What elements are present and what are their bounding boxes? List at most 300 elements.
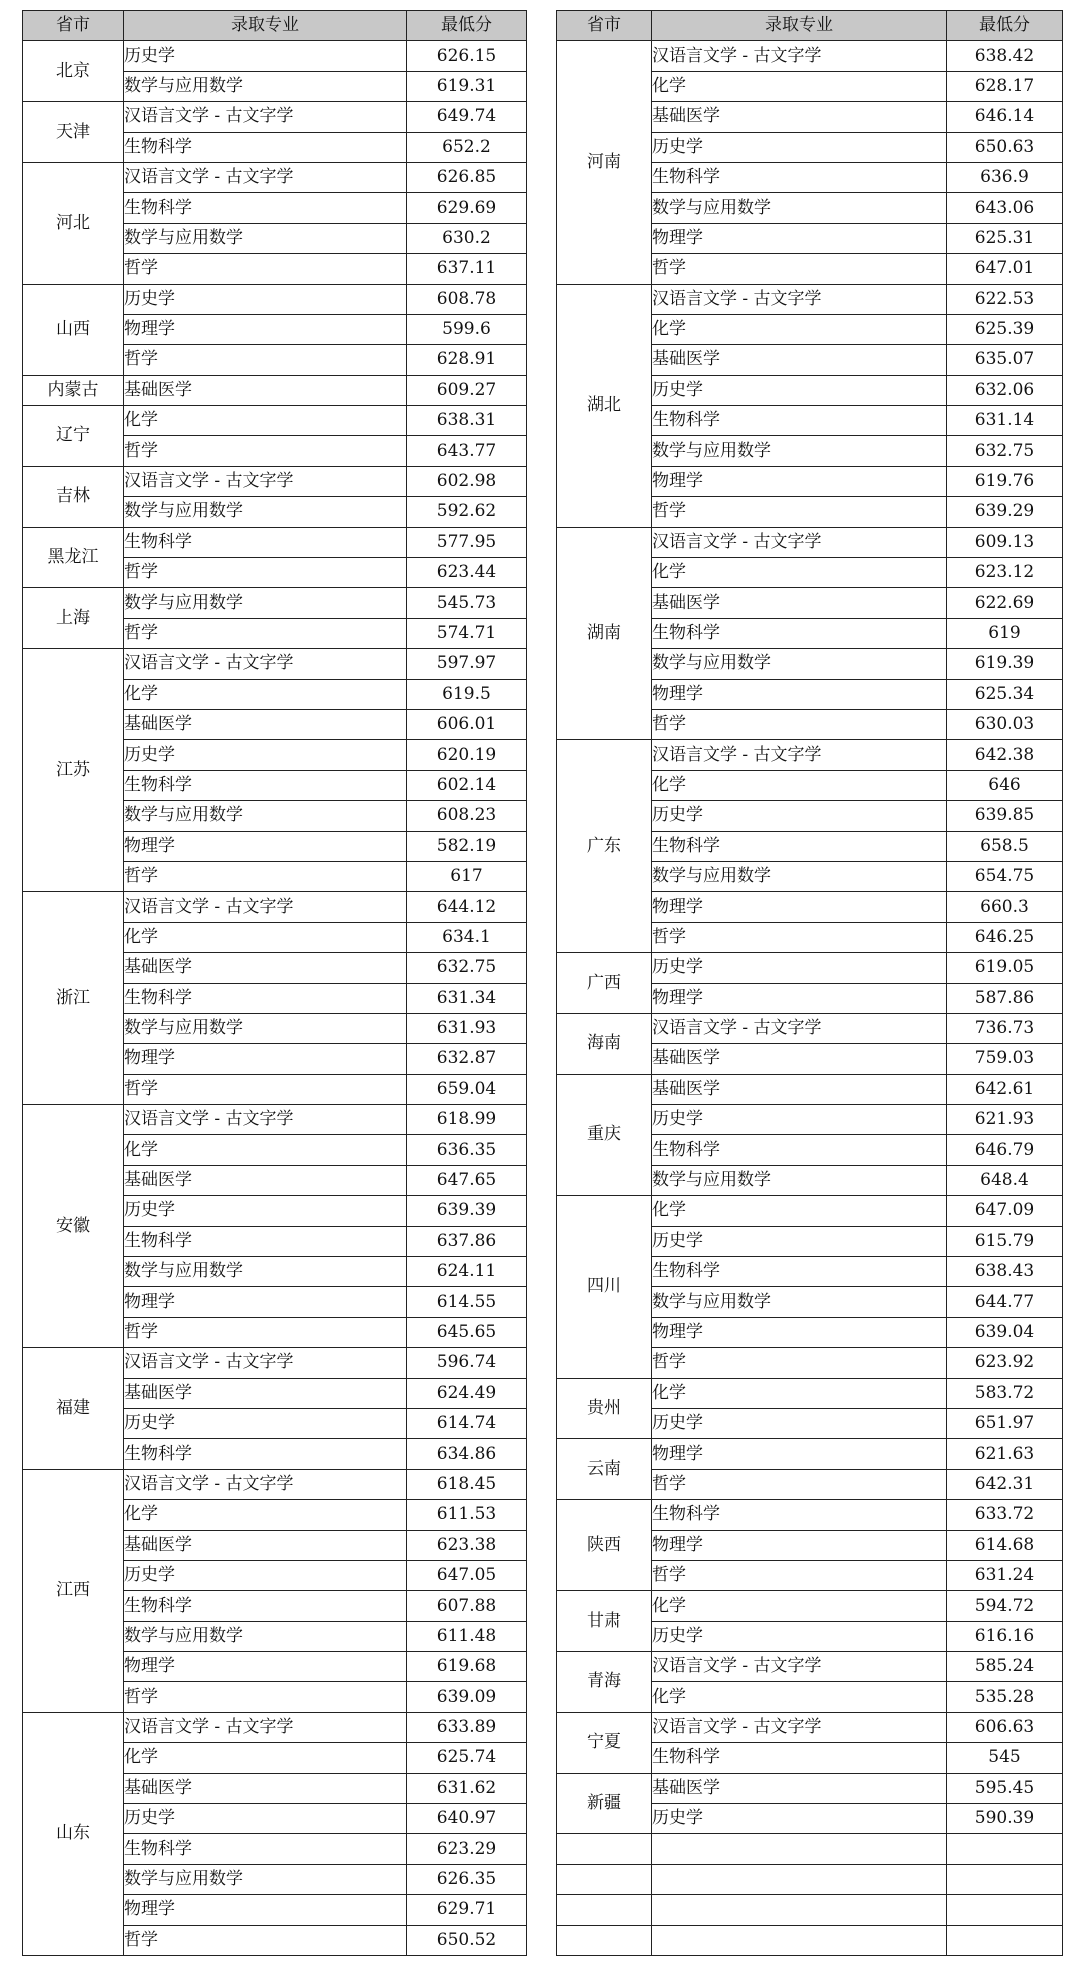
score-cell: 644.77 [947, 1287, 1063, 1317]
major-cell: 生物科学 [652, 1743, 947, 1773]
major-cell: 物理学 [652, 1317, 947, 1347]
major-cell: 哲学 [652, 1348, 947, 1378]
major-cell: 数学与应用数学 [124, 1864, 407, 1894]
major-cell: 生物科学 [652, 406, 947, 436]
major-cell: 物理学 [124, 1044, 407, 1074]
major-cell: 基础医学 [124, 709, 407, 739]
major-cell: 历史学 [652, 1226, 947, 1256]
province-cell: 四川 [557, 1196, 652, 1378]
score-cell: 626.35 [407, 1864, 527, 1894]
province-cell: 重庆 [557, 1074, 652, 1196]
score-cell: 597.97 [407, 649, 527, 679]
score-cell: 630.2 [407, 223, 527, 253]
score-cell: 619.31 [407, 71, 527, 101]
major-cell: 哲学 [124, 1317, 407, 1347]
admission-table-left [22, 10, 527, 1956]
major-cell: 化学 [124, 406, 407, 436]
major-cell: 历史学 [124, 284, 407, 314]
score-cell: 602.14 [407, 770, 527, 800]
major-cell: 历史学 [124, 41, 407, 71]
major-cell: 化学 [124, 922, 407, 952]
major-cell: 数学与应用数学 [652, 1287, 947, 1317]
major-cell: 物理学 [652, 1439, 947, 1469]
major-cell: 哲学 [124, 1074, 407, 1104]
score-cell: 614.74 [407, 1408, 527, 1438]
major-cell: 汉语言文学 - 古文字学 [652, 1712, 947, 1742]
major-cell: 生物科学 [124, 770, 407, 800]
major-cell: 汉语言文学 - 古文字学 [652, 284, 947, 314]
major-cell: 基础医学 [652, 588, 947, 618]
major-cell: 汉语言文学 - 古文字学 [652, 527, 947, 557]
major-cell: 化学 [652, 558, 947, 588]
major-cell: 哲学 [652, 1560, 947, 1590]
major-cell: 化学 [652, 1196, 947, 1226]
score-cell: 660.3 [947, 892, 1063, 922]
major-cell: 基础医学 [124, 1378, 407, 1408]
header-row [557, 11, 1063, 41]
major-cell: 基础医学 [124, 1165, 407, 1195]
table-row [557, 1712, 1063, 1742]
score-cell: 651.97 [947, 1408, 1063, 1438]
province-cell: 贵州 [557, 1378, 652, 1439]
major-cell: 生物科学 [652, 831, 947, 861]
major-cell: 生物科学 [652, 1257, 947, 1287]
major-cell: 基础医学 [124, 953, 407, 983]
score-cell: 648.4 [947, 1165, 1063, 1195]
score-cell: 590.39 [947, 1804, 1063, 1834]
table-row [23, 588, 527, 618]
major-cell: 物理学 [124, 1652, 407, 1682]
major-cell: 基础医学 [124, 375, 407, 405]
major-cell: 历史学 [124, 740, 407, 770]
province-cell: 陕西 [557, 1500, 652, 1591]
score-cell: 631.34 [407, 983, 527, 1013]
score-cell: 587.86 [947, 983, 1063, 1013]
score-cell: 608.23 [407, 801, 527, 831]
major-cell: 生物科学 [652, 162, 947, 192]
score-cell: 625.74 [407, 1743, 527, 1773]
score-cell: 619.5 [407, 679, 527, 709]
major-cell: 历史学 [124, 1196, 407, 1226]
header-province: 省市 [23, 11, 124, 41]
table-row [557, 1439, 1063, 1469]
major-cell: 哲学 [652, 1469, 947, 1499]
score-cell: 649.74 [407, 102, 527, 132]
score-cell: 642.61 [947, 1074, 1063, 1104]
empty-cell [557, 1834, 652, 1864]
table-row [557, 527, 1063, 557]
major-cell: 数学与应用数学 [652, 436, 947, 466]
major-cell: 基础医学 [652, 1044, 947, 1074]
major-cell: 哲学 [124, 345, 407, 375]
admission-table-right [556, 10, 1063, 1956]
major-cell: 数学与应用数学 [124, 801, 407, 831]
score-cell: 608.78 [407, 284, 527, 314]
major-cell: 物理学 [124, 831, 407, 861]
score-cell: 632.75 [947, 436, 1063, 466]
score-cell: 577.95 [407, 527, 527, 557]
table-row [23, 1348, 527, 1378]
score-cell: 582.19 [407, 831, 527, 861]
header-score: 最低分 [947, 11, 1063, 41]
province-cell: 甘肃 [557, 1591, 652, 1652]
major-cell: 历史学 [124, 1804, 407, 1834]
score-cell: 646.14 [947, 102, 1063, 132]
empty-cell [652, 1895, 947, 1925]
score-cell: 628.91 [407, 345, 527, 375]
major-cell: 数学与应用数学 [124, 71, 407, 101]
major-cell: 生物科学 [124, 983, 407, 1013]
major-cell: 基础医学 [652, 102, 947, 132]
score-cell: 618.99 [407, 1105, 527, 1135]
province-cell: 新疆 [557, 1773, 652, 1834]
major-cell: 数学与应用数学 [124, 588, 407, 618]
major-cell: 生物科学 [124, 132, 407, 162]
major-cell: 物理学 [124, 1287, 407, 1317]
table-row [23, 375, 527, 405]
score-cell: 626.15 [407, 41, 527, 71]
score-cell: 644.12 [407, 892, 527, 922]
major-cell: 基础医学 [652, 1773, 947, 1803]
major-cell: 物理学 [652, 983, 947, 1013]
score-cell: 638.31 [407, 406, 527, 436]
major-cell: 生物科学 [124, 1439, 407, 1469]
score-cell: 623.38 [407, 1530, 527, 1560]
score-cell: 638.42 [947, 41, 1063, 71]
table-row [557, 1591, 1063, 1621]
table-row [557, 740, 1063, 770]
major-cell: 历史学 [652, 1804, 947, 1834]
major-cell: 生物科学 [652, 618, 947, 648]
score-cell: 619.76 [947, 466, 1063, 496]
score-cell: 638.43 [947, 1257, 1063, 1287]
major-cell: 汉语言文学 - 古文字学 [124, 102, 407, 132]
header-score: 最低分 [407, 11, 527, 41]
score-cell: 635.07 [947, 345, 1063, 375]
major-cell: 物理学 [652, 223, 947, 253]
major-cell: 数学与应用数学 [124, 497, 407, 527]
empty-cell [947, 1895, 1063, 1925]
score-cell: 621.63 [947, 1439, 1063, 1469]
major-cell: 物理学 [652, 892, 947, 922]
major-cell: 物理学 [652, 679, 947, 709]
score-cell: 643.77 [407, 436, 527, 466]
table-row [23, 102, 527, 132]
table-row [23, 466, 527, 496]
score-cell: 583.72 [947, 1378, 1063, 1408]
major-cell: 历史学 [652, 953, 947, 983]
province-cell: 江苏 [23, 649, 124, 892]
table-row [557, 1773, 1063, 1803]
score-cell: 636.9 [947, 162, 1063, 192]
table-row [557, 1013, 1063, 1043]
province-cell: 辽宁 [23, 406, 124, 467]
major-cell: 化学 [652, 71, 947, 101]
major-cell: 汉语言文学 - 古文字学 [124, 649, 407, 679]
score-cell: 611.53 [407, 1500, 527, 1530]
score-cell: 535.28 [947, 1682, 1063, 1712]
major-cell: 历史学 [124, 1560, 407, 1590]
score-cell: 634.1 [407, 922, 527, 952]
major-cell: 汉语言文学 - 古文字学 [124, 162, 407, 192]
header-major: 录取专业 [652, 11, 947, 41]
table-row [557, 1500, 1063, 1530]
empty-cell [652, 1864, 947, 1894]
table-row [557, 1074, 1063, 1104]
score-cell: 629.69 [407, 193, 527, 223]
major-cell: 历史学 [652, 801, 947, 831]
score-cell: 633.72 [947, 1500, 1063, 1530]
province-cell: 江西 [23, 1469, 124, 1712]
empty-cell [652, 1834, 947, 1864]
major-cell: 物理学 [652, 466, 947, 496]
major-cell: 生物科学 [124, 1834, 407, 1864]
major-cell: 物理学 [124, 314, 407, 344]
table-row [557, 1378, 1063, 1408]
score-cell: 646 [947, 770, 1063, 800]
province-cell: 浙江 [23, 892, 124, 1105]
major-cell: 汉语言文学 - 古文字学 [124, 892, 407, 922]
score-cell: 594.72 [947, 1591, 1063, 1621]
empty-cell [652, 1925, 947, 1955]
major-cell: 汉语言文学 - 古文字学 [124, 1469, 407, 1499]
table-row [23, 406, 527, 436]
score-cell: 624.49 [407, 1378, 527, 1408]
major-cell: 生物科学 [652, 1500, 947, 1530]
score-cell: 607.88 [407, 1591, 527, 1621]
score-cell: 654.75 [947, 861, 1063, 891]
table-row [23, 1469, 527, 1499]
major-cell: 汉语言文学 - 古文字学 [124, 466, 407, 496]
header-row [23, 11, 527, 41]
major-cell: 汉语言文学 - 古文字学 [124, 1348, 407, 1378]
major-cell: 汉语言文学 - 古文字学 [124, 1105, 407, 1135]
province-cell: 北京 [23, 41, 124, 102]
score-cell: 631.93 [407, 1013, 527, 1043]
major-cell: 哲学 [652, 497, 947, 527]
score-cell: 609.27 [407, 375, 527, 405]
score-cell: 647.05 [407, 1560, 527, 1590]
empty-row [557, 1925, 1063, 1955]
score-cell: 639.29 [947, 497, 1063, 527]
major-cell: 化学 [652, 1682, 947, 1712]
score-cell: 617 [407, 861, 527, 891]
major-cell: 哲学 [124, 618, 407, 648]
score-cell: 647.09 [947, 1196, 1063, 1226]
table-row [23, 1712, 527, 1742]
major-cell: 汉语言文学 - 古文字学 [652, 1013, 947, 1043]
table-row [23, 649, 527, 679]
empty-row [557, 1834, 1063, 1864]
score-cell: 623.12 [947, 558, 1063, 588]
score-cell: 650.63 [947, 132, 1063, 162]
province-cell: 河南 [557, 41, 652, 284]
score-cell: 606.01 [407, 709, 527, 739]
score-cell: 633.89 [407, 1712, 527, 1742]
major-cell: 化学 [652, 1591, 947, 1621]
score-cell: 614.55 [407, 1287, 527, 1317]
score-cell: 652.2 [407, 132, 527, 162]
province-cell: 云南 [557, 1439, 652, 1500]
province-cell: 上海 [23, 588, 124, 649]
score-cell: 631.24 [947, 1560, 1063, 1590]
score-cell: 659.04 [407, 1074, 527, 1104]
score-cell: 599.6 [407, 314, 527, 344]
score-cell: 623.92 [947, 1348, 1063, 1378]
table-row [557, 953, 1063, 983]
major-cell: 生物科学 [124, 527, 407, 557]
province-cell: 内蒙古 [23, 375, 124, 405]
score-cell: 646.25 [947, 922, 1063, 952]
major-cell: 数学与应用数学 [652, 861, 947, 891]
score-cell: 625.34 [947, 679, 1063, 709]
empty-cell [557, 1925, 652, 1955]
province-cell: 广东 [557, 740, 652, 953]
score-cell: 642.38 [947, 740, 1063, 770]
province-cell: 安徽 [23, 1105, 124, 1348]
score-cell: 592.62 [407, 497, 527, 527]
province-cell: 广西 [557, 953, 652, 1014]
score-cell: 611.48 [407, 1621, 527, 1651]
score-cell: 632.75 [407, 953, 527, 983]
score-cell: 545.73 [407, 588, 527, 618]
score-cell: 645.65 [407, 1317, 527, 1347]
major-cell: 汉语言文学 - 古文字学 [652, 740, 947, 770]
score-cell: 632.06 [947, 375, 1063, 405]
major-cell: 汉语言文学 - 古文字学 [652, 1652, 947, 1682]
major-cell: 哲学 [124, 1682, 407, 1712]
score-cell: 646.79 [947, 1135, 1063, 1165]
score-cell: 639.09 [407, 1682, 527, 1712]
score-cell: 619.05 [947, 953, 1063, 983]
major-cell: 历史学 [652, 1105, 947, 1135]
table-row [23, 527, 527, 557]
empty-cell [947, 1834, 1063, 1864]
score-cell: 736.73 [947, 1013, 1063, 1043]
table-row [23, 41, 527, 71]
score-cell: 615.79 [947, 1226, 1063, 1256]
major-cell: 数学与应用数学 [652, 649, 947, 679]
score-cell: 650.52 [407, 1925, 527, 1955]
major-cell: 化学 [124, 1743, 407, 1773]
province-cell: 山东 [23, 1712, 124, 1955]
table-row [557, 1196, 1063, 1226]
empty-row [557, 1864, 1063, 1894]
major-cell: 哲学 [124, 558, 407, 588]
score-cell: 643.06 [947, 193, 1063, 223]
score-cell: 621.93 [947, 1105, 1063, 1135]
score-cell: 596.74 [407, 1348, 527, 1378]
table-row [23, 892, 527, 922]
empty-cell [947, 1864, 1063, 1894]
major-cell: 数学与应用数学 [124, 1257, 407, 1287]
score-cell: 630.03 [947, 709, 1063, 739]
header-major: 录取专业 [124, 11, 407, 41]
province-cell: 青海 [557, 1652, 652, 1713]
province-cell: 山西 [23, 284, 124, 375]
major-cell: 哲学 [124, 436, 407, 466]
table-row [23, 162, 527, 192]
empty-cell [947, 1925, 1063, 1955]
major-cell: 化学 [124, 679, 407, 709]
header-province: 省市 [557, 11, 652, 41]
score-cell: 622.69 [947, 588, 1063, 618]
score-cell: 637.86 [407, 1226, 527, 1256]
score-cell: 623.44 [407, 558, 527, 588]
score-cell: 639.39 [407, 1196, 527, 1226]
score-cell: 545 [947, 1743, 1063, 1773]
major-cell: 历史学 [124, 1408, 407, 1438]
province-cell: 湖南 [557, 527, 652, 740]
score-cell: 631.14 [947, 406, 1063, 436]
score-cell: 602.98 [407, 466, 527, 496]
score-cell: 585.24 [947, 1652, 1063, 1682]
table-row [23, 284, 527, 314]
score-cell: 618.45 [407, 1469, 527, 1499]
major-cell: 化学 [652, 314, 947, 344]
score-cell: 639.85 [947, 801, 1063, 831]
score-cell: 631.62 [407, 1773, 527, 1803]
major-cell: 化学 [124, 1135, 407, 1165]
score-cell: 658.5 [947, 831, 1063, 861]
score-cell: 642.31 [947, 1469, 1063, 1499]
score-cell: 625.39 [947, 314, 1063, 344]
table-row [557, 284, 1063, 314]
major-cell: 历史学 [652, 375, 947, 405]
major-cell: 哲学 [652, 709, 947, 739]
major-cell: 汉语言文学 - 古文字学 [652, 41, 947, 71]
major-cell: 哲学 [124, 254, 407, 284]
major-cell: 生物科学 [652, 1135, 947, 1165]
score-cell: 647.65 [407, 1165, 527, 1195]
score-cell: 647.01 [947, 254, 1063, 284]
province-cell: 天津 [23, 102, 124, 163]
major-cell: 哲学 [652, 254, 947, 284]
score-cell: 629.71 [407, 1895, 527, 1925]
province-cell: 黑龙江 [23, 527, 124, 588]
score-cell: 619.68 [407, 1652, 527, 1682]
province-cell: 福建 [23, 1348, 124, 1470]
major-cell: 化学 [124, 1500, 407, 1530]
empty-cell [557, 1895, 652, 1925]
major-cell: 基础医学 [124, 1773, 407, 1803]
major-cell: 基础医学 [652, 345, 947, 375]
province-cell: 湖北 [557, 284, 652, 527]
score-cell: 595.45 [947, 1773, 1063, 1803]
major-cell: 基础医学 [652, 1074, 947, 1104]
score-cell: 628.17 [947, 71, 1063, 101]
score-cell: 759.03 [947, 1044, 1063, 1074]
major-cell: 哲学 [652, 922, 947, 952]
table-row [557, 1652, 1063, 1682]
major-cell: 汉语言文学 - 古文字学 [124, 1712, 407, 1742]
major-cell: 物理学 [124, 1895, 407, 1925]
score-cell: 625.31 [947, 223, 1063, 253]
score-cell: 637.11 [407, 254, 527, 284]
score-cell: 634.86 [407, 1439, 527, 1469]
major-cell: 数学与应用数学 [652, 193, 947, 223]
empty-cell [557, 1864, 652, 1894]
major-cell: 基础医学 [124, 1530, 407, 1560]
score-cell: 574.71 [407, 618, 527, 648]
score-cell: 623.29 [407, 1834, 527, 1864]
score-cell: 619.39 [947, 649, 1063, 679]
score-cell: 626.85 [407, 162, 527, 192]
province-cell: 海南 [557, 1013, 652, 1074]
table-row [23, 1105, 527, 1135]
major-cell: 哲学 [124, 861, 407, 891]
province-cell: 宁夏 [557, 1712, 652, 1773]
